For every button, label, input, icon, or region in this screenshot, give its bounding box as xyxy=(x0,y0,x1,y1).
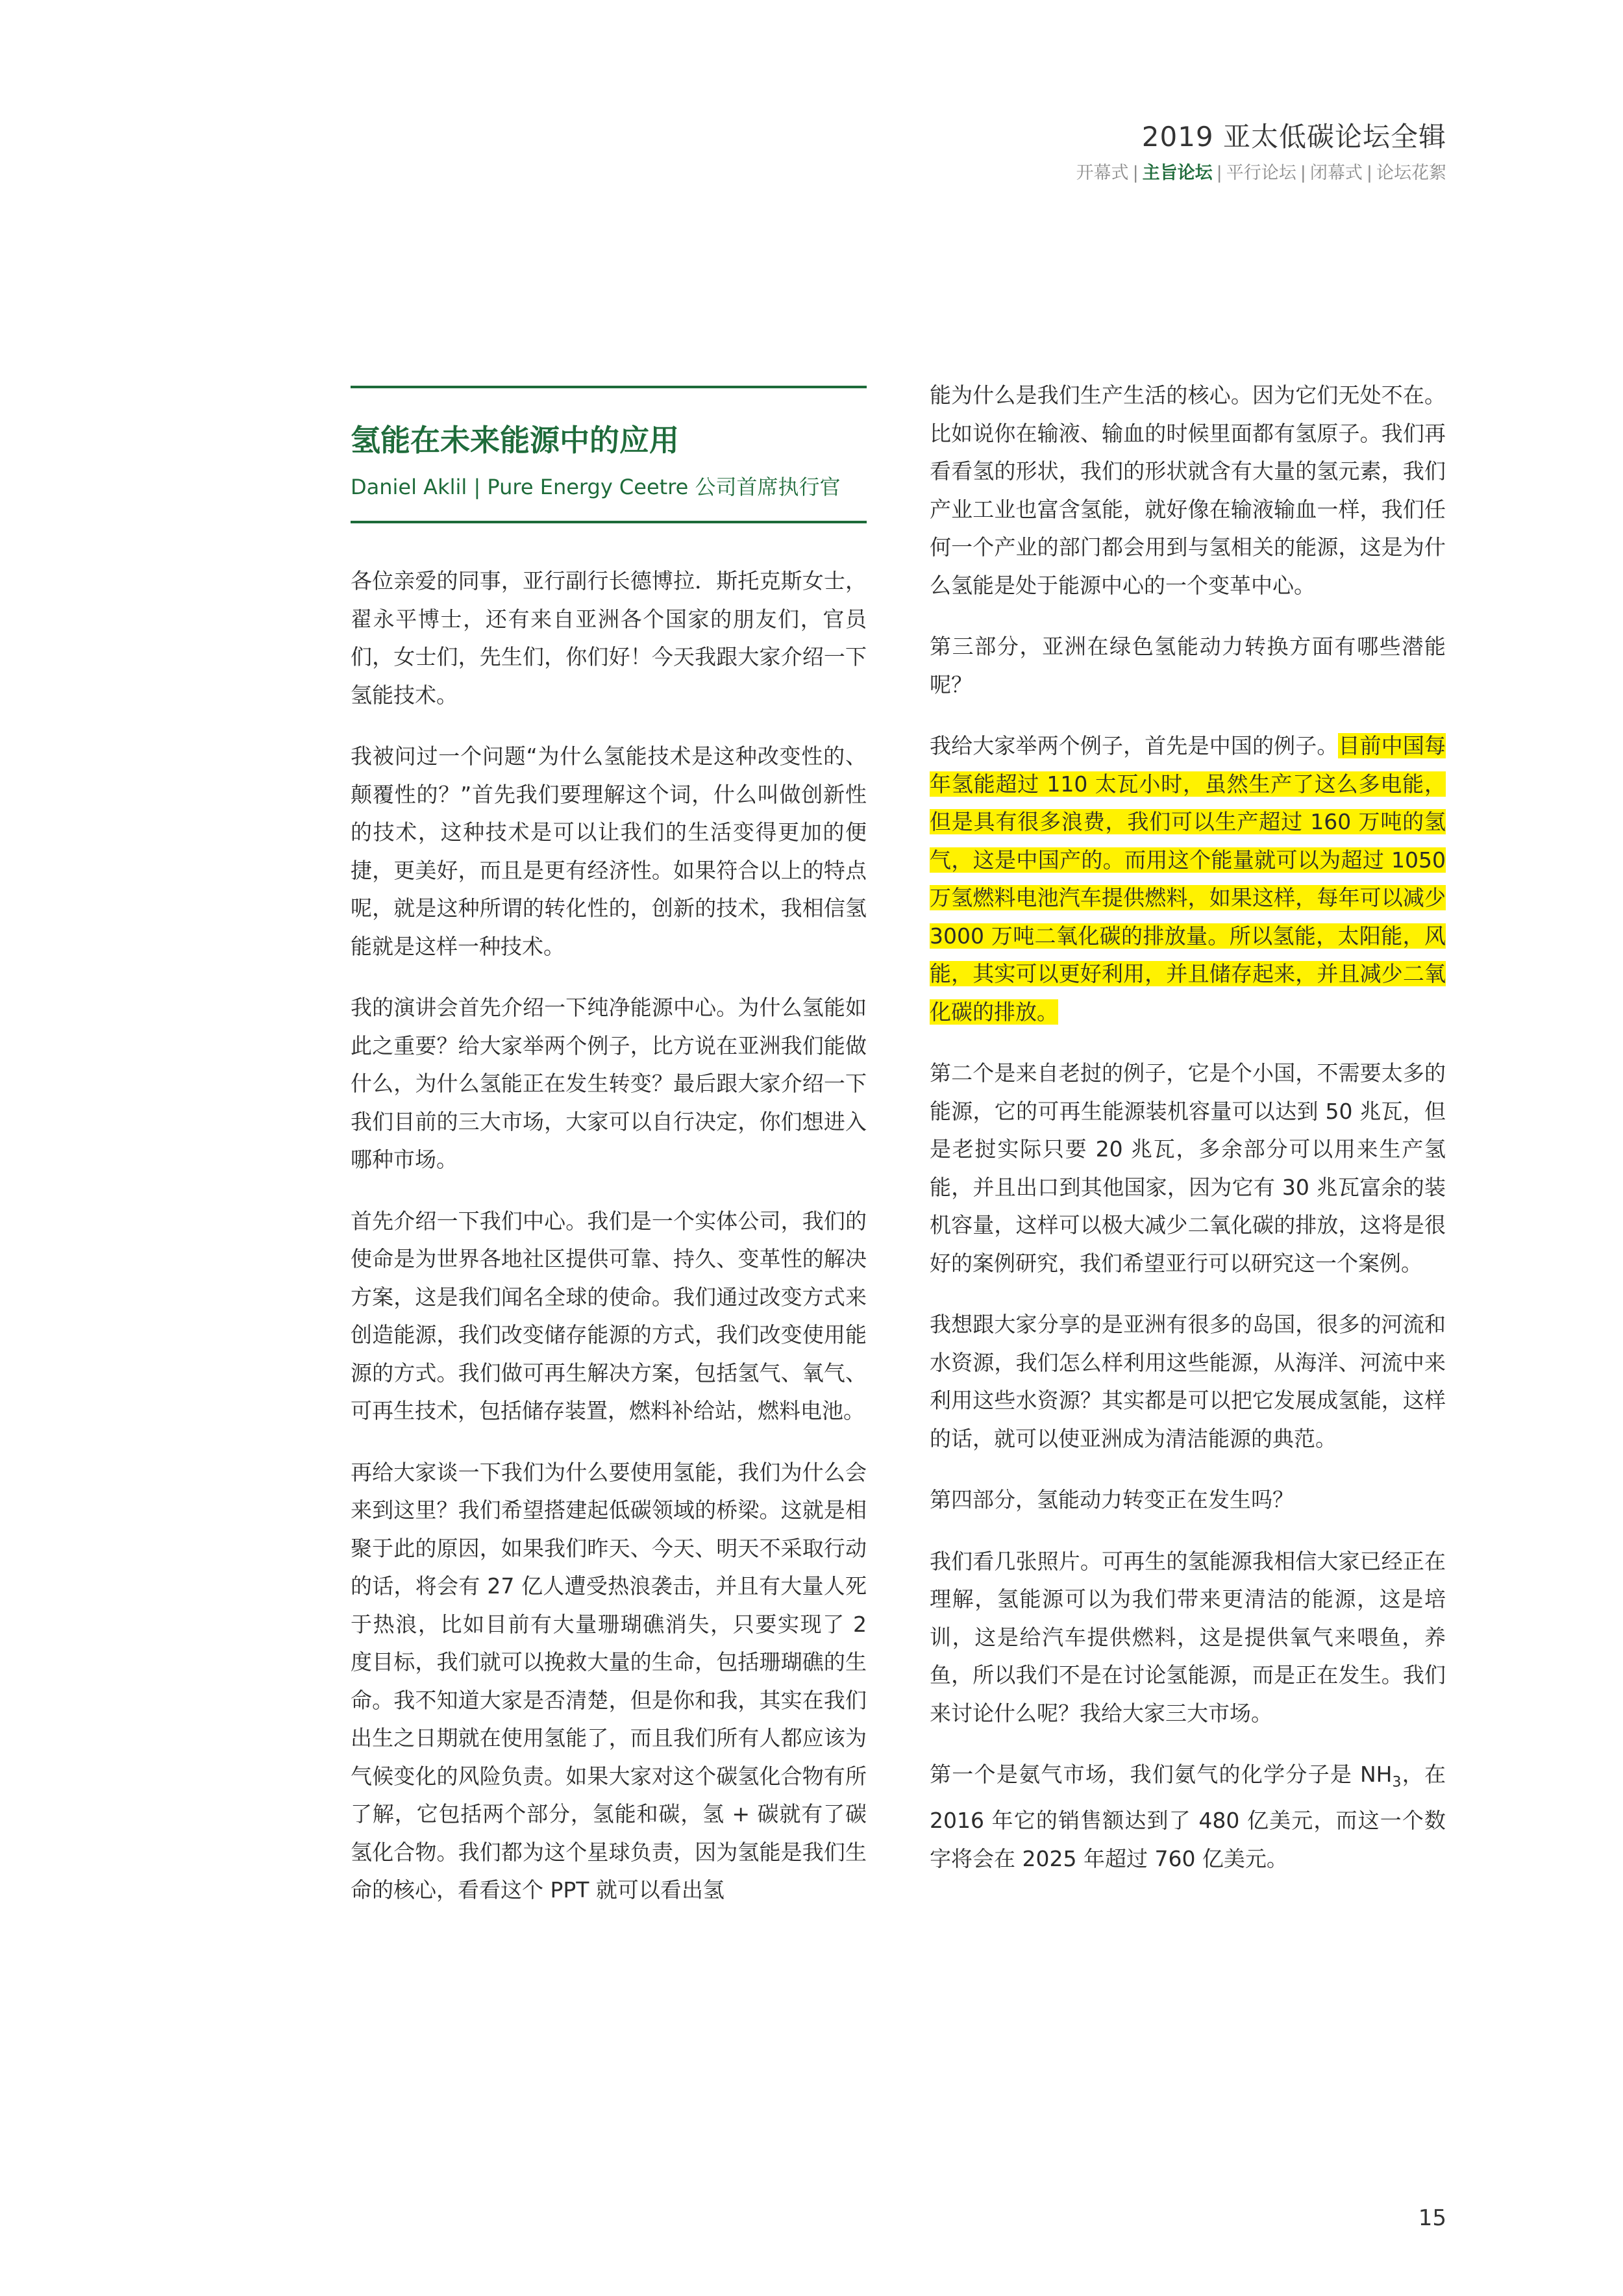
page-number: 15 xyxy=(1418,2205,1446,2231)
highlighted-text: 目前中国每年氢能超过 110 太瓦小时，虽然生产了这么多电能，但是具有很多浪费，我们可以生产超过 160 万吨的氢气，这是中国产的。而用这个能量就可以为超过 1050 万氢燃料电池汽车提供燃料，如果这样，每年可以减少 3000 万吨二氧化碳的排放量。所以氢能，太阳能，风能，其实可以更好利用，并且储存起来，并且减少二氧化碳的排放。 xyxy=(930,733,1446,1025)
nav-separator: | xyxy=(1366,163,1372,183)
nav-item-closing[interactable]: 闭幕式 xyxy=(1309,163,1363,183)
nav-separator: | xyxy=(1300,163,1306,183)
paragraph: 首先介绍一下我们中心。我们是一个实体公司，我们的使命是为世界各地社区提供可靠、持久、变革性的解决方案，这是我们闻名全球的使命。我们通过改变方式来创造能源，我们改变储存能源的方式，我们改变使用能源的方式。我们做可再生解决方案，包括氢气、氧气、可再生技术，包括储存装置，燃料补给站，燃料电池。 xyxy=(351,1208,867,1423)
article-byline: Daniel Aklil | Pure Energy Ceetre 公司首席执行官 xyxy=(351,475,841,499)
title-top-rule xyxy=(351,386,867,388)
section-nav xyxy=(1076,158,1446,184)
left-column xyxy=(351,386,867,1933)
nav-separator: | xyxy=(1216,163,1222,183)
title-bottom-rule xyxy=(351,521,867,523)
paragraph: 我被问过一个问题“为什么氢能技术是这种改变性的、颠覆性的？”首先我们要理解这个词，什么叫做创新性的技术，这种技术是可以让我们的生活变得更加的便捷，更美好，而且是更有经济性。如果符合以上的特点呢，就是这种所谓的转化性的，创新的技术，我相信氢能就是这样一种技术。 xyxy=(351,743,867,959)
paragraph: 能为什么是我们生产生活的核心。因为它们无处不在。比如说你在输液、输血的时候里面都有氢原子。我们再看看氢的形状，我们的形状就含有大量的氢元素，我们产业工业也富含氢能，就好像在输液输血一样，我们任何一个产业的部门都会用到与氢相关的能源，这是为什么氢能是处于能源中心的一个变革中心。 xyxy=(930,382,1446,598)
paragraph: 我的演讲会首先介绍一下纯净能源中心。为什么氢能如此之重要？给大家举两个例子，比方说在亚洲我们能做什么，为什么氢能正在发生转变？最后跟大家介绍一下我们目前的三大市场，大家可以自行决定，你们想进入哪种市场。 xyxy=(351,995,867,1172)
nav-separator: | xyxy=(1132,163,1139,183)
paragraph: 我想跟大家分享的是亚洲有很多的岛国，很多的河流和水资源，我们怎么样利用这些能源，从海洋、河流中来利用这些水资源？其实都是可以把它发展成氢能，这样的话，就可以使亚洲成为清洁能源的典范。 xyxy=(930,1312,1446,1451)
paragraph-china-example xyxy=(930,727,1446,1031)
paragraph-text: 第一个是氨气市场，我们氨气的化学分子是 NH xyxy=(930,1762,1393,1787)
paragraph: 第四部分，氢能动力转变正在发生吗？ xyxy=(930,1487,1294,1512)
paragraph-text: 我给大家举两个例子，首先是中国的例子。 xyxy=(930,733,1339,758)
paragraph: 各位亲爱的同事，亚行副行长德博拉．斯托克斯女士，翟永平博士，还有来自亚洲各个国家的朋友们，官员们，女士们，先生们，你们好！今天我跟大家介绍一下氢能技术。 xyxy=(351,568,867,708)
paragraph: 第二个是来自老挝的例子，它是个小国，不需要太多的能源，它的可再生能源装机容量可以达到 50 兆瓦，但是老挝实际只要 20 兆瓦，多余部分可以用来生产氢能，并且出口到其他国家，因为它有 30 兆瓦富余的装机容量，这样可以极大减少二氧化碳的排放，这将是很好的案例研究，我们希望亚行可以研究这一个案例。 xyxy=(930,1060,1446,1276)
subscript: 3 xyxy=(1392,1774,1402,1791)
paragraph: 我们看几张照片。可再生的氢能源我相信大家已经正在理解，氢能源可以为我们带来更清洁的能源，这是培训，这是给汽车提供燃料，这是提供氧气来喂鱼，养鱼，所以我们不是在讨论氢能源，而是正在发生。我们来讨论什么呢？我给大家三大市场。 xyxy=(930,1548,1446,1726)
article-title: 氢能在未来能源中的应用 xyxy=(351,423,679,458)
nav-item-parallel[interactable]: 平行论坛 xyxy=(1226,163,1296,183)
paragraph: 第三部分，亚洲在绿色氢能动力转换方面有哪些潜能呢？ xyxy=(930,634,1446,697)
paragraph-ammonia-market xyxy=(930,1756,1446,1878)
nav-item-highlights[interactable]: 论坛花絮 xyxy=(1376,163,1446,183)
right-column xyxy=(930,377,1446,1901)
paragraph: 再给大家谈一下我们为什么要使用氢能，我们为什么会来到这里？我们希望搭建起低碳领域的桥梁。这就是相聚于此的原因，如果我们昨天、今天、明天不采取行动的话，将会有 27 亿人遭受热浪袭击，并且有大量人死于热浪，比如目前有大量珊瑚礁消失，只要实现了 2 度目标，我们就可以挽救大量的生命，包括珊瑚礁的生命。我不知道大家是否清楚，但是你和我，其实在我们出生之日期就在使用氢能了，而且我们所有人都应该为气候变化的风险负责。如果大家对这个碳氢化合物有所了解，它包括两个部分，氢能和碳，氢 + 碳就有了碳氢化合物。我们都为这个星球负责，因为氢能是我们生命的核心，看看这个 PPT 就可以看出氢 xyxy=(351,1459,867,1903)
paragraph-text: ，在 2016 年它的销售额达到了 480 亿美元，而这一个数字将会在 2025 年超过 760 亿美元。 xyxy=(930,1762,1446,1871)
nav-item-keynote[interactable]: 主旨论坛 xyxy=(1142,163,1213,183)
publication-title: 2019 亚太低碳论坛全辑 xyxy=(1141,121,1446,153)
nav-item-opening[interactable]: 开幕式 xyxy=(1076,163,1129,183)
